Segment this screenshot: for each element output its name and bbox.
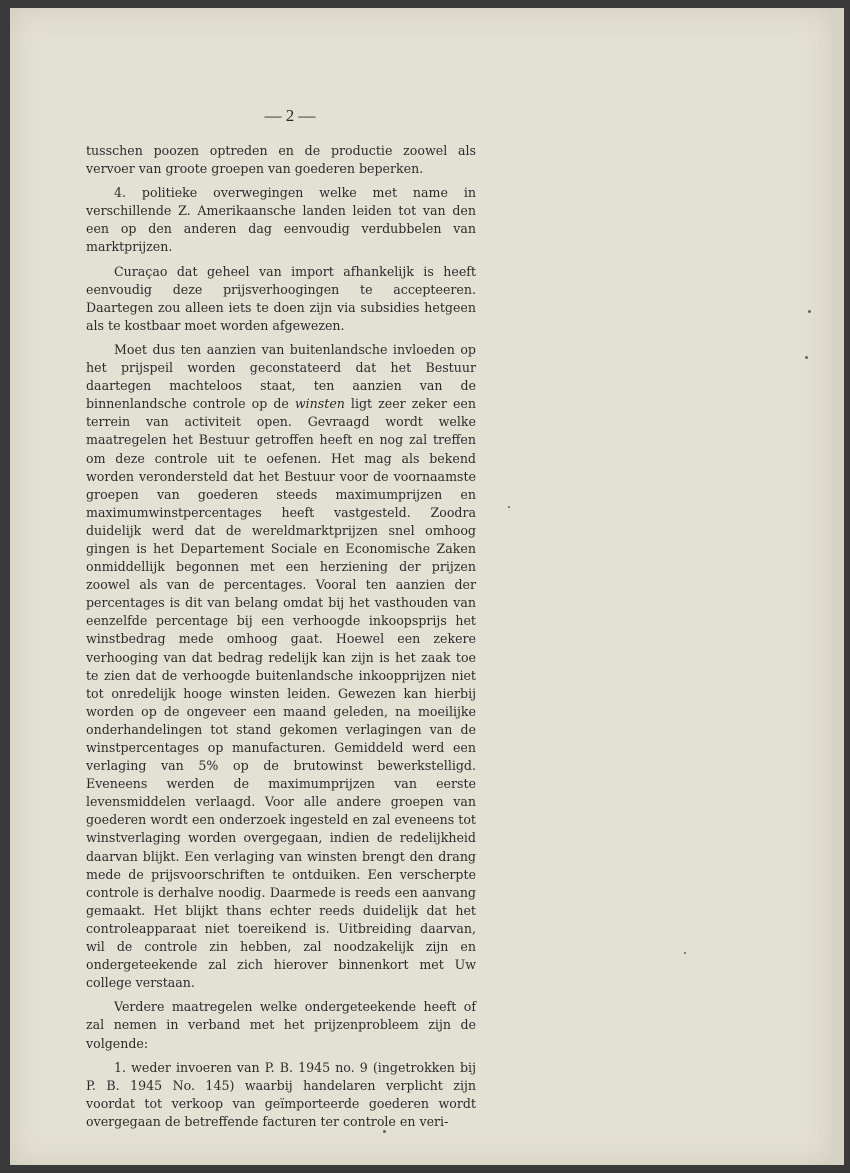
paragraph-4-rest: ligt zeer zeker een terrein van activiteit open. Gevraagd wordt welke maatregelen het Bestuur getroffen heeft en nog zal treffen om deze controle uit te oefenen. Het mag als bekend worden verondersteld dat het Bestuur voor de voornaamste groepen van goederen steeds maximumprijzen en maximumwinstpercentages heeft vastgesteld. Zoodra duidelijk werd dat de wereldmarktprijzen snel omhoog gingen is het Departement Sociale en Economische Zaken onmiddellijk begonnen met een herziening der prijzen zoowel als van de percentages. Vooral ten aanzien der percentages is dit van belang omdat bij het vasthouden van eenzelfde percentage bij een verhoogde inkoopsprijs het winstbedrag mede omhoog gaat. Hoewel een zekere verhooging van dat bedrag redelijk kan zijn is het zaak toe te zien dat de verhoogde buitenlandsche inkoopprijzen niet tot onredelijk hooge winsten leiden. Gewezen kan hierbij worden op de ongeveer een maand geleden, na moeilijke onderhandelingen tot stand gekomen verlagingen van de winstpercentages op manufacturen. Gemiddeld werd een verlaging van 5% op de brutowinst bewerkstelligd. Eveneens werden de maximumprijzen van eerste levensmiddelen verlaagd. Voor alle andere groepen van goederen wordt een onderzoek ingesteld en zal eveneens tot winstverlaging worden overgegaan, indien de redelijkheid daarvan blijkt. Een verlaging van winsten brengt den drang mede de prijsvoorschriften te ontduiken. Een verscherpte controle is derhalve noodig. Daarmede is reeds een aanvang gemaakt. Het blijkt thans echter reeds duidelijk dat het controleapparaat niet toereikend is. Uitbreiding daarvan, wil de controle zin hebben, zal noodzakelijk zijn en ondergeteekende zal zich hierover binnenkort met Uw college verstaan.: [86, 396, 476, 991]
paragraph-5: Verdere maatregelen welke ondergeteekende heeft of zal nemen in verband met het prijzenprobleem zijn de volgende:: [86, 999, 476, 1051]
page-number: — 2 —: [264, 106, 316, 125]
paragraph-3: Curaçao dat geheel van import afhankelijk is heeft eenvoudig deze prijsverhoogingen te accepteeren. Daartegen zou alleen iets te doen zijn via subsidies hetgeen als te kostbaar moet worden afgewezen.: [86, 263, 476, 333]
paper-speck: [808, 310, 811, 313]
paragraph-2: 4. politieke overwegingen welke met name in verschillende Z. Amerikaansche landen leiden tot van den een op den anderen dag eenvoudig verdubbelen van marktprijzen.: [86, 185, 476, 255]
paper-speck: [508, 506, 510, 508]
paragraph-4-start: Moet dus ten aanzien van buitenlandsche invloeden op het prijspeil worden geconstateerd dat het Bestuur daartegen machteloos staat, ten aanzien van de binnenlandsche controle op de: [86, 341, 476, 412]
emphasis-winsten: winsten: [294, 396, 345, 412]
body-text: [86, 142, 476, 1137]
paper-speck: [684, 952, 686, 954]
page-edge: [832, 8, 844, 1165]
paper-speck: [383, 1130, 386, 1133]
paragraph-4: [86, 341, 476, 992]
paragraph-6: 1. weder invoeren van P. B. 1945 no. 9 (ingetrokken bij P. B. 1945 No. 145) waarbij handelaren verplicht zijn voordat tot verkoop van geïmporteerde goederen wordt overgegaan de betreffende facturen ter controle en veri-: [86, 1059, 476, 1129]
document-page: [10, 8, 832, 1165]
paper-speck: [805, 356, 808, 359]
paragraph-1: tusschen poozen optreden en de productie zoowel als vervoer van groote groepen van goederen beperken.: [86, 143, 476, 177]
